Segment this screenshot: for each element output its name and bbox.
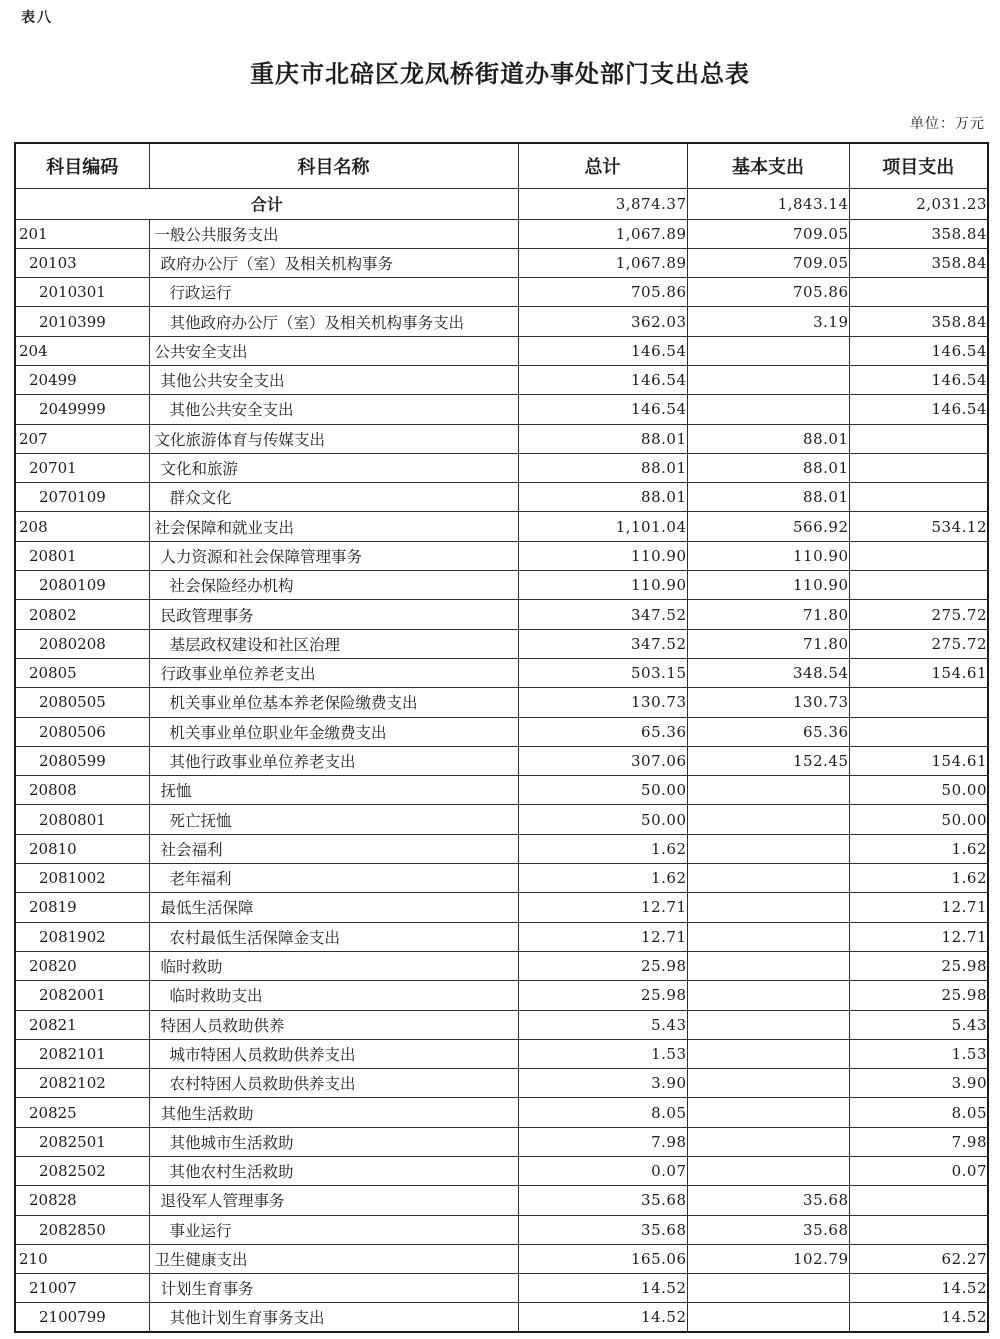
- table-row: [15, 1127, 988, 1156]
- table-row: [15, 541, 988, 570]
- row-project: 358.84: [849, 248, 988, 277]
- row-name: 最低生活保障: [149, 893, 518, 922]
- row-name: 临时救助支出: [149, 981, 518, 1010]
- row-total: 1,101.04: [518, 512, 687, 541]
- row-project: 3.90: [849, 1069, 988, 1098]
- row-basic: 110.90: [687, 541, 849, 570]
- row-code: 201: [15, 219, 149, 248]
- row-basic: 110.90: [687, 571, 849, 600]
- row-total: 35.68: [518, 1215, 687, 1244]
- row-code: 20808: [15, 776, 149, 805]
- row-code: 2082102: [15, 1069, 149, 1098]
- row-name: 行政运行: [149, 278, 518, 307]
- row-basic: 88.01: [687, 424, 849, 453]
- row-basic: 709.05: [687, 219, 849, 248]
- row-total: 362.03: [518, 307, 687, 336]
- row-code: 2080109: [15, 571, 149, 600]
- row-total: 12.71: [518, 922, 687, 951]
- row-basic: [687, 893, 849, 922]
- row-name: 行政事业单位养老支出: [149, 658, 518, 687]
- row-name: 群众文化: [149, 483, 518, 512]
- row-name: 民政管理事务: [149, 600, 518, 629]
- col-header-basic-expenditure: 基本支出: [687, 143, 849, 188]
- row-code: 2081002: [15, 864, 149, 893]
- row-name: 特困人员救助供养: [149, 1010, 518, 1039]
- table-row: [15, 365, 988, 394]
- row-basic: [687, 365, 849, 394]
- row-code: 2080801: [15, 805, 149, 834]
- row-project: [849, 688, 988, 717]
- row-total: 12.71: [518, 893, 687, 922]
- row-name: 老年福利: [149, 864, 518, 893]
- row-basic: 3.19: [687, 307, 849, 336]
- row-total: 1,067.89: [518, 219, 687, 248]
- row-code: 2082101: [15, 1039, 149, 1068]
- row-code: 20810: [15, 834, 149, 863]
- row-total: 146.54: [518, 336, 687, 365]
- row-name: 社会福利: [149, 834, 518, 863]
- row-code: 2049999: [15, 395, 149, 424]
- table-row: [15, 1157, 988, 1186]
- row-total: 7.98: [518, 1127, 687, 1156]
- row-basic: [687, 1010, 849, 1039]
- row-basic: 71.80: [687, 629, 849, 658]
- table-row: [15, 893, 988, 922]
- row-basic: [687, 922, 849, 951]
- table-label: 表八: [21, 10, 53, 26]
- row-name: 城市特困人员救助供养支出: [149, 1039, 518, 1068]
- row-project: 62.27: [849, 1244, 988, 1273]
- row-basic: 88.01: [687, 453, 849, 482]
- row-total: 50.00: [518, 805, 687, 834]
- row-code: 2082001: [15, 981, 149, 1010]
- row-total: 503.15: [518, 658, 687, 687]
- row-total: 65.36: [518, 717, 687, 746]
- row-project: 358.84: [849, 219, 988, 248]
- row-basic: [687, 336, 849, 365]
- table-row: [15, 1098, 988, 1127]
- header-row: [15, 143, 988, 188]
- row-project: [849, 424, 988, 453]
- row-code: 2080208: [15, 629, 149, 658]
- row-basic: [687, 981, 849, 1010]
- table-row: [15, 1244, 988, 1273]
- row-total: 705.86: [518, 278, 687, 307]
- row-name: 其他农村生活救助: [149, 1157, 518, 1186]
- row-name: 文化和旅游: [149, 453, 518, 482]
- row-code: 21007: [15, 1274, 149, 1303]
- row-basic: [687, 805, 849, 834]
- row-basic: 88.01: [687, 483, 849, 512]
- row-name: 其他公共安全支出: [149, 395, 518, 424]
- table-row: [15, 1039, 988, 1068]
- row-project: 154.61: [849, 746, 988, 775]
- row-total: 25.98: [518, 951, 687, 980]
- row-total: 110.90: [518, 571, 687, 600]
- table-row: [15, 834, 988, 863]
- row-name: 农村最低生活保障金支出: [149, 922, 518, 951]
- row-project: 25.98: [849, 981, 988, 1010]
- row-name: 基层政权建设和社区治理: [149, 629, 518, 658]
- row-basic: 35.68: [687, 1215, 849, 1244]
- row-project: [849, 541, 988, 570]
- row-total: 1.62: [518, 834, 687, 863]
- row-basic: [687, 1098, 849, 1127]
- row-basic: [687, 1127, 849, 1156]
- col-header-subject-code: 科目编码: [15, 143, 149, 188]
- row-name: 卫生健康支出: [149, 1244, 518, 1273]
- row-project: 1.62: [849, 834, 988, 863]
- row-project: 358.84: [849, 307, 988, 336]
- row-basic: 35.68: [687, 1186, 849, 1215]
- col-header-project-expenditure: 项目支出: [849, 143, 988, 188]
- table-row: [15, 307, 988, 336]
- row-name: 公共安全支出: [149, 336, 518, 365]
- row-total: 88.01: [518, 483, 687, 512]
- row-code: 2080506: [15, 717, 149, 746]
- grand-total-basic: 1,843.14: [687, 188, 849, 219]
- row-code: 20802: [15, 600, 149, 629]
- col-header-total: 总计: [518, 143, 687, 188]
- row-code: 20819: [15, 893, 149, 922]
- table-row: [15, 658, 988, 687]
- row-name: 文化旅游体育与传媒支出: [149, 424, 518, 453]
- row-total: 88.01: [518, 453, 687, 482]
- row-project: 534.12: [849, 512, 988, 541]
- row-basic: [687, 1157, 849, 1186]
- row-code: 207: [15, 424, 149, 453]
- row-name: 人力资源和社会保障管理事务: [149, 541, 518, 570]
- row-total: 5.43: [518, 1010, 687, 1039]
- table-row: [15, 600, 988, 629]
- row-name: 其他城市生活救助: [149, 1127, 518, 1156]
- row-project: 5.43: [849, 1010, 988, 1039]
- row-project: [849, 483, 988, 512]
- row-total: 146.54: [518, 365, 687, 394]
- row-basic: 566.92: [687, 512, 849, 541]
- row-name: 其他政府办公厅（室）及相关机构事务支出: [149, 307, 518, 336]
- table-row: [15, 336, 988, 365]
- row-total: 3.90: [518, 1069, 687, 1098]
- table-row: [15, 1215, 988, 1244]
- table-row: [15, 1274, 988, 1303]
- table-row: [15, 776, 988, 805]
- table-row: [15, 688, 988, 717]
- row-name: 临时救助: [149, 951, 518, 980]
- row-project: 275.72: [849, 600, 988, 629]
- row-project: 1.62: [849, 864, 988, 893]
- expenditure-table: [14, 142, 989, 1333]
- row-code: 20821: [15, 1010, 149, 1039]
- row-name: 一般公共服务支出: [149, 219, 518, 248]
- row-total: 307.06: [518, 746, 687, 775]
- table-row: [15, 951, 988, 980]
- row-total: 1.53: [518, 1039, 687, 1068]
- row-code: 20701: [15, 453, 149, 482]
- col-header-subject-name: 科目名称: [149, 143, 518, 188]
- row-total: 347.52: [518, 629, 687, 658]
- row-basic: 65.36: [687, 717, 849, 746]
- row-project: 1.53: [849, 1039, 988, 1068]
- row-name: 其他行政事业单位养老支出: [149, 746, 518, 775]
- row-code: 20499: [15, 365, 149, 394]
- row-name: 死亡抚恤: [149, 805, 518, 834]
- grand-total-project: 2,031.23: [849, 188, 988, 219]
- row-name: 其他生活救助: [149, 1098, 518, 1127]
- row-project: [849, 717, 988, 746]
- row-basic: [687, 1303, 849, 1332]
- unit-label: 单位：万元: [910, 116, 985, 132]
- row-basic: 102.79: [687, 1244, 849, 1273]
- row-project: 8.05: [849, 1098, 988, 1127]
- row-code: 204: [15, 336, 149, 365]
- row-project: 25.98: [849, 951, 988, 980]
- grand-total-total: 3,874.37: [518, 188, 687, 219]
- row-name: 社会保险经办机构: [149, 571, 518, 600]
- row-project: [849, 453, 988, 482]
- row-total: 35.68: [518, 1186, 687, 1215]
- row-code: 2082850: [15, 1215, 149, 1244]
- row-name: 社会保障和就业支出: [149, 512, 518, 541]
- row-code: 2082501: [15, 1127, 149, 1156]
- table-row: [15, 717, 988, 746]
- row-basic: [687, 1274, 849, 1303]
- row-project: 50.00: [849, 805, 988, 834]
- row-project: 12.71: [849, 922, 988, 951]
- row-code: 2010399: [15, 307, 149, 336]
- table-row: [15, 629, 988, 658]
- table-row: [15, 278, 988, 307]
- row-project: 0.07: [849, 1157, 988, 1186]
- row-name: 其他计划生育事务支出: [149, 1303, 518, 1332]
- row-project: 14.52: [849, 1274, 988, 1303]
- row-name: 事业运行: [149, 1215, 518, 1244]
- table-row: [15, 219, 988, 248]
- row-code: 20801: [15, 541, 149, 570]
- row-total: 8.05: [518, 1098, 687, 1127]
- row-code: 2070109: [15, 483, 149, 512]
- row-basic: 130.73: [687, 688, 849, 717]
- row-total: 110.90: [518, 541, 687, 570]
- row-code: 20820: [15, 951, 149, 980]
- table-row: [15, 805, 988, 834]
- row-basic: 705.86: [687, 278, 849, 307]
- row-total: 130.73: [518, 688, 687, 717]
- table-row: [15, 424, 988, 453]
- row-basic: 152.45: [687, 746, 849, 775]
- table-row: [15, 922, 988, 951]
- row-project: 275.72: [849, 629, 988, 658]
- table-row: [15, 571, 988, 600]
- row-name: 机关事业单位基本养老保险缴费支出: [149, 688, 518, 717]
- row-total: 88.01: [518, 424, 687, 453]
- row-total: 1.62: [518, 864, 687, 893]
- row-name: 农村特困人员救助供养支出: [149, 1069, 518, 1098]
- row-code: 2080599: [15, 746, 149, 775]
- row-code: 2010301: [15, 278, 149, 307]
- row-total: 25.98: [518, 981, 687, 1010]
- grand-total-row: [15, 188, 988, 219]
- row-code: 2080505: [15, 688, 149, 717]
- row-name: 政府办公厅（室）及相关机构事务: [149, 248, 518, 277]
- row-project: 146.54: [849, 336, 988, 365]
- row-basic: [687, 776, 849, 805]
- page-title: 重庆市北碚区龙凤桥街道办事处部门支出总表: [250, 59, 750, 88]
- row-basic: [687, 1039, 849, 1068]
- row-total: 1,067.89: [518, 248, 687, 277]
- row-code: 208: [15, 512, 149, 541]
- row-project: 146.54: [849, 395, 988, 424]
- row-name: 抚恤: [149, 776, 518, 805]
- table-row: [15, 453, 988, 482]
- row-project: [849, 1186, 988, 1215]
- row-total: 14.52: [518, 1274, 687, 1303]
- row-name: 计划生育事务: [149, 1274, 518, 1303]
- row-name: 其他公共安全支出: [149, 365, 518, 394]
- row-basic: [687, 864, 849, 893]
- row-project: 154.61: [849, 658, 988, 687]
- grand-total-label: 合计: [15, 188, 518, 219]
- row-project: 50.00: [849, 776, 988, 805]
- table-row: [15, 395, 988, 424]
- table-row: [15, 1010, 988, 1039]
- row-project: 7.98: [849, 1127, 988, 1156]
- row-total: 347.52: [518, 600, 687, 629]
- row-project: 146.54: [849, 365, 988, 394]
- table-row: [15, 1186, 988, 1215]
- table-row: [15, 1069, 988, 1098]
- row-project: [849, 571, 988, 600]
- row-total: 0.07: [518, 1157, 687, 1186]
- row-code: 20805: [15, 658, 149, 687]
- row-code: 20103: [15, 248, 149, 277]
- table-row: [15, 746, 988, 775]
- row-code: 20828: [15, 1186, 149, 1215]
- row-project: 12.71: [849, 893, 988, 922]
- row-code: 2100799: [15, 1303, 149, 1332]
- row-basic: [687, 395, 849, 424]
- table-body: [15, 188, 988, 1332]
- row-basic: 71.80: [687, 600, 849, 629]
- table-row: [15, 512, 988, 541]
- row-basic: [687, 834, 849, 863]
- row-total: 146.54: [518, 395, 687, 424]
- row-basic: 348.54: [687, 658, 849, 687]
- row-name: 退役军人管理事务: [149, 1186, 518, 1215]
- row-project: [849, 278, 988, 307]
- row-basic: [687, 1069, 849, 1098]
- row-name: 机关事业单位职业年金缴费支出: [149, 717, 518, 746]
- table-row: [15, 864, 988, 893]
- row-code: 2082502: [15, 1157, 149, 1186]
- row-basic: [687, 951, 849, 980]
- table-row: [15, 1303, 988, 1332]
- row-code: 210: [15, 1244, 149, 1273]
- row-total: 165.06: [518, 1244, 687, 1273]
- row-total: 14.52: [518, 1303, 687, 1332]
- row-code: 2081902: [15, 922, 149, 951]
- row-project: [849, 1215, 988, 1244]
- table-row: [15, 981, 988, 1010]
- row-code: 20825: [15, 1098, 149, 1127]
- table-row: [15, 483, 988, 512]
- row-total: 50.00: [518, 776, 687, 805]
- row-project: 14.52: [849, 1303, 988, 1332]
- table-row: [15, 248, 988, 277]
- row-basic: 709.05: [687, 248, 849, 277]
